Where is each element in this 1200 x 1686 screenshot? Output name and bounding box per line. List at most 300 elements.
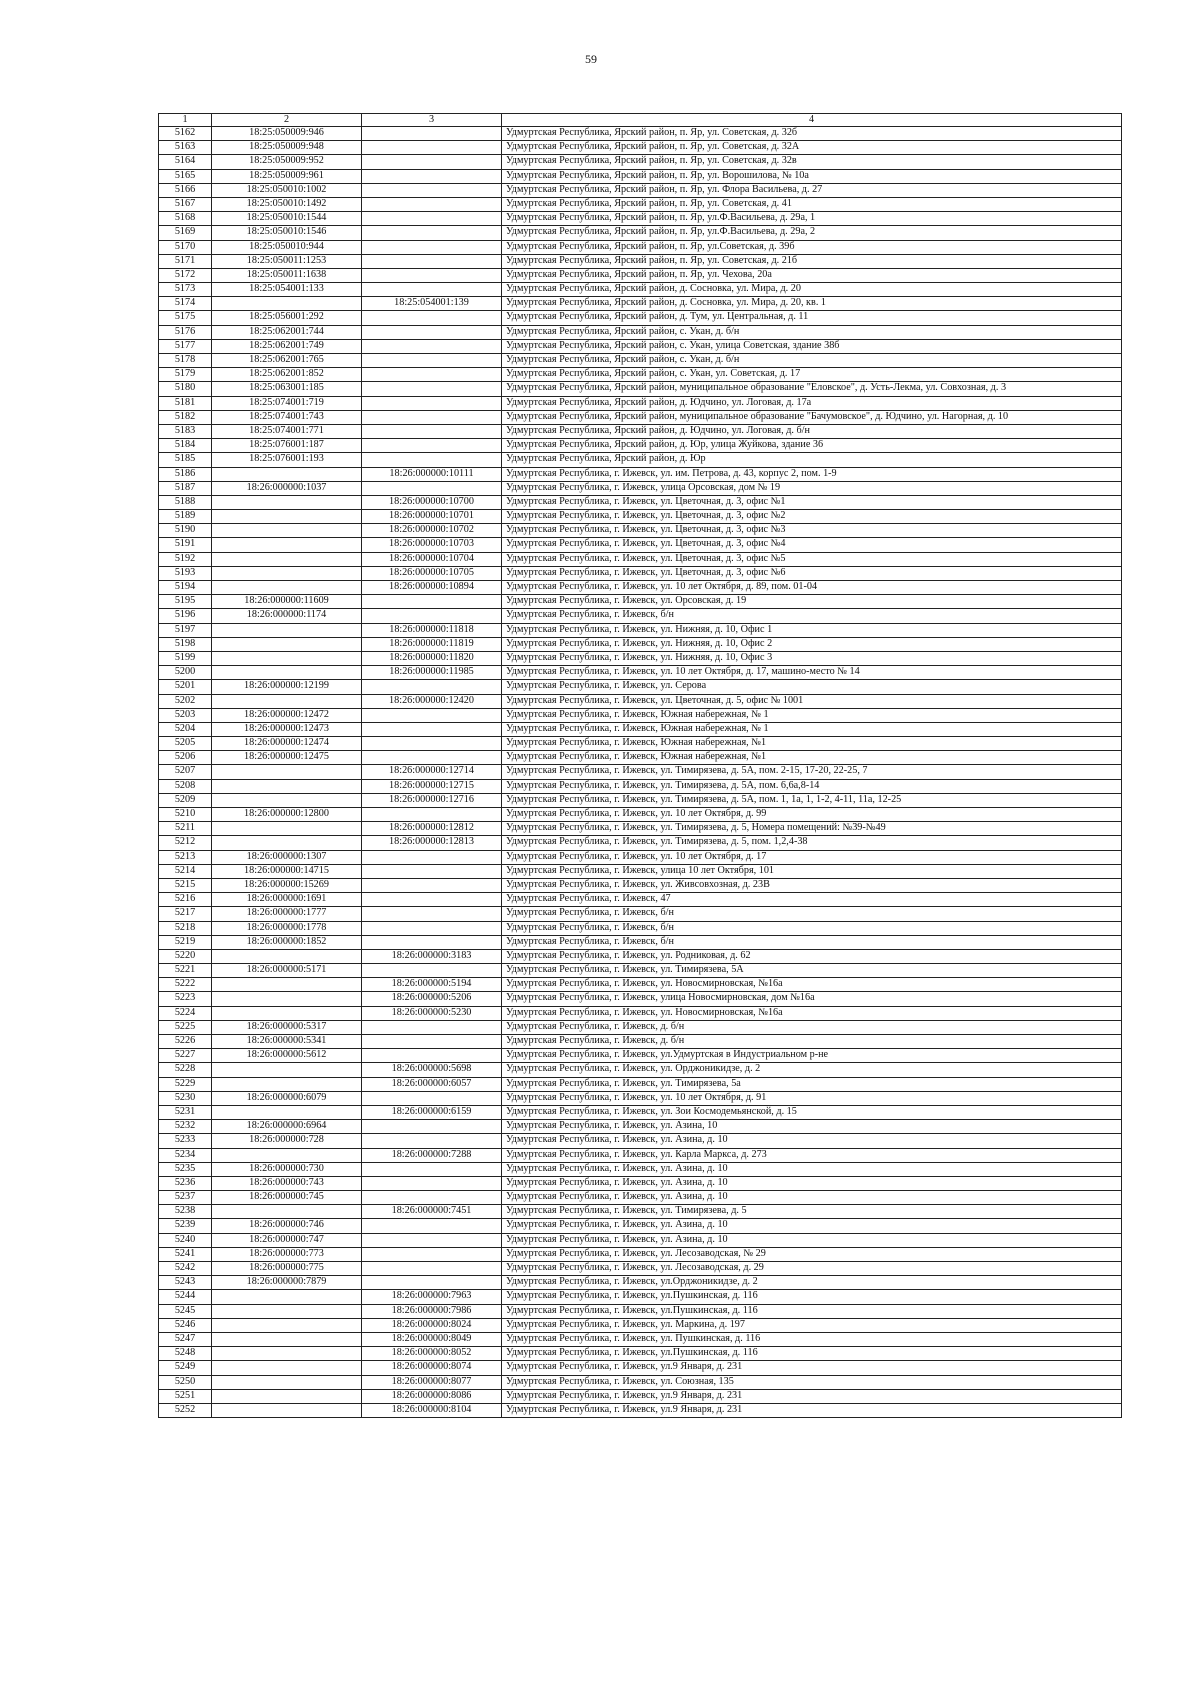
cadastral-number-premises-cell: 18:26:000000:8024 (362, 1318, 502, 1332)
address-cell: Удмуртская Республика, г. Ижевск, ул. 10 лет Октября, д. 99 (502, 808, 1122, 822)
cadastral-number-land-cell: 18:26:000000:12474 (212, 737, 362, 751)
address-cell: Удмуртская Республика, г. Ижевск, ул. Цветочная, д. 3, офис №4 (502, 538, 1122, 552)
table-row (159, 765, 1122, 779)
cadastral-number-premises-cell: 18:26:000000:11819 (362, 637, 502, 651)
address-cell: Удмуртская Республика, Ярский район, с. Укан, ул. Советская, д. 17 (502, 368, 1122, 382)
cadastral-number-premises-cell (362, 197, 502, 211)
cadastral-number-premises-cell (362, 850, 502, 864)
cadastral-number-land-cell: 18:26:000000:6964 (212, 1120, 362, 1134)
header-row (159, 114, 1122, 127)
address-cell: Удмуртская Республика, г. Ижевск, ул. Нижняя, д. 10, Офис 2 (502, 637, 1122, 651)
table-row (159, 183, 1122, 197)
cadastral-number-land-cell (212, 524, 362, 538)
row-number-cell: 5204 (159, 722, 212, 736)
table-row (159, 1262, 1122, 1276)
address-cell: Удмуртская Республика, г. Ижевск, ул. Цветочная, д. 3, офис №3 (502, 524, 1122, 538)
cadastral-number-land-cell: 18:25:054001:133 (212, 283, 362, 297)
address-cell: Удмуртская Республика, г. Ижевск, ул. Тимирязева, д. 5А, пом. 6,6а,8-14 (502, 779, 1122, 793)
address-cell: Удмуртская Республика, Ярский район, с. Укан, д. б/н (502, 354, 1122, 368)
address-cell: Удмуртская Республика, г. Ижевск, ул. Цветочная, д. 3, офис №2 (502, 510, 1122, 524)
row-number-cell: 5163 (159, 141, 212, 155)
cadastral-number-premises-cell (362, 1247, 502, 1261)
row-number-cell: 5166 (159, 183, 212, 197)
cadastral-number-land-cell: 18:25:074001:719 (212, 396, 362, 410)
address-cell: Удмуртская Республика, г. Ижевск, б/н (502, 935, 1122, 949)
cadastral-number-land-cell (212, 538, 362, 552)
address-cell: Удмуртская Республика, г. Ижевск, ул. Тимирязева, д. 5, пом. 1,2,4-38 (502, 836, 1122, 850)
address-cell: Удмуртская Республика, г. Ижевск, улица Новосмирновская, дом №16а (502, 992, 1122, 1006)
address-cell: Удмуртская Республика, Ярский район, п. Яр, ул. Ворошилова, № 10а (502, 169, 1122, 183)
cadastral-number-land-cell (212, 793, 362, 807)
address-cell: Удмуртская Республика, г. Ижевск, ул.9 Января, д. 231 (502, 1389, 1122, 1403)
cadastral-number-land-cell: 18:26:000000:1174 (212, 609, 362, 623)
cadastral-number-land-cell: 18:25:056001:292 (212, 311, 362, 325)
row-number-cell: 5236 (159, 1176, 212, 1190)
table-row (159, 651, 1122, 665)
table-row (159, 737, 1122, 751)
row-number-cell: 5229 (159, 1077, 212, 1091)
cadastral-number-premises-cell (362, 155, 502, 169)
table-row (159, 1347, 1122, 1361)
address-cell: Удмуртская Республика, Ярский район, п. Яр, ул.Ф.Васильева, д. 29а, 1 (502, 212, 1122, 226)
table-row (159, 595, 1122, 609)
row-number-cell: 5214 (159, 864, 212, 878)
address-cell: Удмуртская Республика, г. Ижевск, ул. Азина, д. 10 (502, 1134, 1122, 1148)
address-cell: Удмуртская Республика, г. Ижевск, ул.Удмуртская в Индустриальном р-не (502, 1049, 1122, 1063)
row-number-cell: 5171 (159, 254, 212, 268)
table-row (159, 552, 1122, 566)
row-number-cell: 5249 (159, 1361, 212, 1375)
table-row (159, 992, 1122, 1006)
cadastral-number-land-cell: 18:25:050010:944 (212, 240, 362, 254)
cadastral-number-land-cell (212, 1148, 362, 1162)
cadastral-number-premises-cell (362, 1262, 502, 1276)
address-cell: Удмуртская Республика, г. Ижевск, ул. Родниковая, д. 62 (502, 949, 1122, 963)
row-number-cell: 5173 (159, 283, 212, 297)
cadastral-number-land-cell: 18:26:000000:12473 (212, 722, 362, 736)
row-number-cell: 5241 (159, 1247, 212, 1261)
address-cell: Удмуртская Республика, г. Ижевск, ул. Тимирязева, д. 5, Номера помещений: №39-№49 (502, 822, 1122, 836)
row-number-cell: 5227 (159, 1049, 212, 1063)
row-number-cell: 5194 (159, 581, 212, 595)
table-row (159, 836, 1122, 850)
cadastral-number-land-cell (212, 552, 362, 566)
cadastral-number-land-cell: 18:25:050009:948 (212, 141, 362, 155)
table-row (159, 850, 1122, 864)
cadastral-number-premises-cell (362, 339, 502, 353)
address-cell: Удмуртская Республика, Ярский район, с. Укан, д. б/н (502, 325, 1122, 339)
cadastral-number-premises-cell: 18:26:000000:7986 (362, 1304, 502, 1318)
row-number-cell: 5238 (159, 1205, 212, 1219)
row-number-cell: 5187 (159, 481, 212, 495)
row-number-cell: 5235 (159, 1162, 212, 1176)
address-cell: Удмуртская Республика, Ярский район, муниципальное образование "Еловское", д. Усть-Лекма, ул. Совхозная, д. 3 (502, 382, 1122, 396)
cadastral-number-land-cell: 18:26:000000:1691 (212, 893, 362, 907)
address-cell: Удмуртская Республика, г. Ижевск, ул. 10 лет Октября, д. 17 (502, 850, 1122, 864)
table-row (159, 694, 1122, 708)
table-row (159, 268, 1122, 282)
row-number-cell: 5222 (159, 978, 212, 992)
address-cell: Удмуртская Республика, Ярский район, муниципальное образование "Бачумовское", д. Юдчино, ул. Нагорная, д. 10 (502, 410, 1122, 424)
cadastral-number-premises-cell (362, 1176, 502, 1190)
cadastral-number-premises-cell: 18:26:000000:12716 (362, 793, 502, 807)
table-row (159, 978, 1122, 992)
cadastral-number-land-cell: 18:25:063001:185 (212, 382, 362, 396)
row-number-cell: 5165 (159, 169, 212, 183)
row-number-cell: 5205 (159, 737, 212, 751)
address-cell: Удмуртская Республика, г. Ижевск, ул.9 Января, д. 231 (502, 1403, 1122, 1417)
table-row (159, 1290, 1122, 1304)
address-cell: Удмуртская Республика, г. Ижевск, Южная набережная, № 1 (502, 708, 1122, 722)
table-row (159, 822, 1122, 836)
cadastral-number-land-cell (212, 297, 362, 311)
row-number-cell: 5246 (159, 1318, 212, 1332)
row-number-cell: 5174 (159, 297, 212, 311)
cadastral-number-premises-cell: 18:26:000000:10894 (362, 581, 502, 595)
address-cell: Удмуртская Республика, г. Ижевск, ул. 10 лет Октября, д. 17, машино-место № 14 (502, 666, 1122, 680)
row-number-cell: 5216 (159, 893, 212, 907)
row-number-cell: 5162 (159, 127, 212, 141)
row-number-cell: 5225 (159, 1020, 212, 1034)
cadastral-number-premises-cell (362, 481, 502, 495)
table-row (159, 297, 1122, 311)
address-cell: Удмуртская Республика, г. Ижевск, ул. Новосмирновская, №16а (502, 1006, 1122, 1020)
cadastral-number-premises-cell: 18:26:000000:5206 (362, 992, 502, 1006)
row-number-cell: 5178 (159, 354, 212, 368)
cadastral-number-premises-cell (362, 1035, 502, 1049)
address-cell: Удмуртская Республика, Ярский район, д. Юр (502, 453, 1122, 467)
table-row (159, 949, 1122, 963)
address-cell: Удмуртская Республика, г. Ижевск, ул. 10 лет Октября, д. 91 (502, 1091, 1122, 1105)
cadastral-number-land-cell (212, 1375, 362, 1389)
cadastral-number-land-cell (212, 1105, 362, 1119)
table-row (159, 212, 1122, 226)
cadastral-number-premises-cell (362, 1191, 502, 1205)
row-number-cell: 5195 (159, 595, 212, 609)
table-row (159, 1403, 1122, 1417)
cadastral-number-land-cell: 18:26:000000:743 (212, 1176, 362, 1190)
cadastral-number-premises-cell: 18:26:000000:5698 (362, 1063, 502, 1077)
cadastral-number-premises-cell: 18:26:000000:11985 (362, 666, 502, 680)
row-number-cell: 5199 (159, 651, 212, 665)
address-cell: Удмуртская Республика, г. Ижевск, ул. Тимирязева, 5А (502, 964, 1122, 978)
cadastral-number-premises-cell: 18:26:000000:12812 (362, 822, 502, 836)
row-number-cell: 5244 (159, 1290, 212, 1304)
cadastral-number-land-cell (212, 822, 362, 836)
cadastral-number-premises-cell (362, 368, 502, 382)
cadastral-number-land-cell (212, 949, 362, 963)
row-number-cell: 5223 (159, 992, 212, 1006)
cadastral-number-land-cell (212, 666, 362, 680)
row-number-cell: 5193 (159, 566, 212, 580)
cadastral-number-land-cell: 18:26:000000:773 (212, 1247, 362, 1261)
table-row (159, 311, 1122, 325)
cadastral-number-land-cell: 18:25:062001:749 (212, 339, 362, 353)
table-row (159, 1077, 1122, 1091)
address-cell: Удмуртская Республика, Ярский район, п. Яр, ул.Советская, д. 39б (502, 240, 1122, 254)
cadastral-number-land-cell (212, 765, 362, 779)
table-row (159, 609, 1122, 623)
cadastral-number-land-cell (212, 1389, 362, 1403)
cadastral-number-premises-cell (362, 325, 502, 339)
cadastral-number-land-cell: 18:26:000000:745 (212, 1191, 362, 1205)
row-number-cell: 5206 (159, 751, 212, 765)
row-number-cell: 5201 (159, 680, 212, 694)
row-number-cell: 5207 (159, 765, 212, 779)
address-cell: Удмуртская Республика, Ярский район, п. Яр, ул.Ф.Васильева, д. 29а, 2 (502, 226, 1122, 240)
address-cell: Удмуртская Республика, г. Ижевск, ул. Пушкинская, д. 116 (502, 1332, 1122, 1346)
table-row (159, 1233, 1122, 1247)
address-cell: Удмуртская Республика, г. Ижевск, ул. Новосмирновская, №16а (502, 978, 1122, 992)
cadastral-number-land-cell: 18:26:000000:728 (212, 1134, 362, 1148)
table-row (159, 1091, 1122, 1105)
row-number-cell: 5169 (159, 226, 212, 240)
cadastral-number-premises-cell (362, 212, 502, 226)
table-row (159, 1176, 1122, 1190)
cadastral-number-premises-cell: 18:26:000000:10701 (362, 510, 502, 524)
table-row (159, 197, 1122, 211)
address-cell: Удмуртская Республика, г. Ижевск, б/н (502, 921, 1122, 935)
address-cell: Удмуртская Республика, г. Ижевск, ул. Цветочная, д. 3, офис №5 (502, 552, 1122, 566)
cadastral-number-land-cell: 18:26:000000:1037 (212, 481, 362, 495)
table-row (159, 1148, 1122, 1162)
cadastral-number-land-cell: 18:25:074001:771 (212, 424, 362, 438)
table-row (159, 283, 1122, 297)
row-number-cell: 5243 (159, 1276, 212, 1290)
cadastral-number-land-cell (212, 1290, 362, 1304)
row-number-cell: 5231 (159, 1105, 212, 1119)
cadastral-number-premises-cell (362, 169, 502, 183)
address-cell: Удмуртская Республика, Ярский район, с. Укан, улица Советская, здание 38б (502, 339, 1122, 353)
cadastral-number-premises-cell (362, 609, 502, 623)
table-row (159, 354, 1122, 368)
cadastral-number-premises-cell: 18:26:000000:8077 (362, 1375, 502, 1389)
cadastral-number-land-cell: 18:26:000000:1777 (212, 907, 362, 921)
row-number-cell: 5170 (159, 240, 212, 254)
cadastral-number-land-cell (212, 992, 362, 1006)
cadastral-number-premises-cell: 18:26:000000:11818 (362, 623, 502, 637)
cadastral-number-land-cell (212, 779, 362, 793)
table-row (159, 708, 1122, 722)
cadastral-number-premises-cell: 18:26:000000:10700 (362, 495, 502, 509)
row-number-cell: 5232 (159, 1120, 212, 1134)
table-row (159, 410, 1122, 424)
cadastral-number-premises-cell (362, 240, 502, 254)
table-row (159, 339, 1122, 353)
cadastral-number-premises-cell (362, 864, 502, 878)
address-cell: Удмуртская Республика, г. Ижевск, ул. Живсовхозная, д. 23В (502, 878, 1122, 892)
address-cell: Удмуртская Республика, г. Ижевск, ул.Пушкинская, д. 116 (502, 1347, 1122, 1361)
table-row (159, 1205, 1122, 1219)
table-row (159, 382, 1122, 396)
cadastral-number-premises-cell: 18:26:000000:11820 (362, 651, 502, 665)
row-number-cell: 5219 (159, 935, 212, 949)
row-number-cell: 5198 (159, 637, 212, 651)
table-row (159, 907, 1122, 921)
address-cell: Удмуртская Республика, Ярский район, п. Яр, ул. Советская, д. 32в (502, 155, 1122, 169)
table-row (159, 878, 1122, 892)
cadastral-number-land-cell: 18:25:050010:1002 (212, 183, 362, 197)
address-cell: Удмуртская Республика, Ярский район, п. Яр, ул. Советская, д. 41 (502, 197, 1122, 211)
row-number-cell: 5172 (159, 268, 212, 282)
table-row (159, 623, 1122, 637)
row-number-cell: 5212 (159, 836, 212, 850)
cadastral-number-land-cell (212, 694, 362, 708)
address-cell: Удмуртская Республика, г. Ижевск, д. б/н (502, 1020, 1122, 1034)
cadastral-number-land-cell (212, 495, 362, 509)
cadastral-number-premises-cell (362, 1049, 502, 1063)
row-number-cell: 5176 (159, 325, 212, 339)
cadastral-number-land-cell (212, 1006, 362, 1020)
table-row (159, 751, 1122, 765)
row-number-cell: 5237 (159, 1191, 212, 1205)
table-row (159, 254, 1122, 268)
table-row (159, 1247, 1122, 1261)
cadastral-number-premises-cell (362, 283, 502, 297)
table-row (159, 424, 1122, 438)
cadastral-number-premises-cell: 18:26:000000:8052 (362, 1347, 502, 1361)
cadastral-number-premises-cell (362, 1233, 502, 1247)
row-number-cell: 5251 (159, 1389, 212, 1403)
cadastral-number-premises-cell (362, 878, 502, 892)
table-row (159, 1332, 1122, 1346)
address-cell: Удмуртская Республика, г. Ижевск, б/н (502, 609, 1122, 623)
row-number-cell: 5250 (159, 1375, 212, 1389)
cadastral-number-premises-cell (362, 439, 502, 453)
row-number-cell: 5197 (159, 623, 212, 637)
cadastral-number-premises-cell (362, 1120, 502, 1134)
table-row (159, 1276, 1122, 1290)
row-number-cell: 5234 (159, 1148, 212, 1162)
table-row (159, 1318, 1122, 1332)
table-row (159, 1162, 1122, 1176)
address-cell: Удмуртская Республика, Ярский район, д. Юр, улица Жуйкова, здание 36 (502, 439, 1122, 453)
cadastral-number-premises-cell: 18:26:000000:12714 (362, 765, 502, 779)
address-cell: Удмуртская Республика, г. Ижевск, ул. Лесозаводская, д. 29 (502, 1262, 1122, 1276)
cadastral-number-premises-cell: 18:26:000000:5194 (362, 978, 502, 992)
table-row (159, 538, 1122, 552)
row-number-cell: 5242 (159, 1262, 212, 1276)
address-cell: Удмуртская Республика, г. Ижевск, 47 (502, 893, 1122, 907)
row-number-cell: 5233 (159, 1134, 212, 1148)
address-cell: Удмуртская Республика, г. Ижевск, ул. Тимирязева, д. 5 (502, 1205, 1122, 1219)
table-row (159, 793, 1122, 807)
row-number-cell: 5177 (159, 339, 212, 353)
row-number-cell: 5182 (159, 410, 212, 424)
row-number-cell: 5188 (159, 495, 212, 509)
cadastral-number-premises-cell: 18:26:000000:8049 (362, 1332, 502, 1346)
cadastral-number-premises-cell (362, 1219, 502, 1233)
column-header: 2 (212, 114, 362, 127)
address-cell: Удмуртская Республика, г. Ижевск, ул. Зои Космодемьянской, д. 15 (502, 1105, 1122, 1119)
cadastral-number-land-cell: 18:25:062001:765 (212, 354, 362, 368)
address-cell: Удмуртская Республика, г. Ижевск, д. б/н (502, 1035, 1122, 1049)
cadastral-number-premises-cell: 18:26:000000:10703 (362, 538, 502, 552)
cadastral-number-premises-cell (362, 1162, 502, 1176)
cadastral-number-land-cell (212, 1077, 362, 1091)
cadastral-number-premises-cell (362, 396, 502, 410)
address-cell: Удмуртская Республика, Ярский район, д. Тум, ул. Центральная, д. 11 (502, 311, 1122, 325)
row-number-cell: 5202 (159, 694, 212, 708)
cadastral-number-land-cell: 18:26:000000:747 (212, 1233, 362, 1247)
row-number-cell: 5217 (159, 907, 212, 921)
table-row (159, 1219, 1122, 1233)
cadastral-number-land-cell: 18:26:000000:12472 (212, 708, 362, 722)
address-cell: Удмуртская Республика, Ярский район, п. Яр, ул. Флора Васильева, д. 27 (502, 183, 1122, 197)
cadastral-number-premises-cell (362, 737, 502, 751)
row-number-cell: 5209 (159, 793, 212, 807)
cadastral-number-land-cell: 18:26:000000:14715 (212, 864, 362, 878)
cadastral-number-premises-cell: 18:26:000000:8086 (362, 1389, 502, 1403)
row-number-cell: 5247 (159, 1332, 212, 1346)
table-row (159, 396, 1122, 410)
cadastral-number-land-cell: 18:26:000000:11609 (212, 595, 362, 609)
address-cell: Удмуртская Республика, Ярский район, д. Сосновка, ул. Мира, д. 20, кв. 1 (502, 297, 1122, 311)
cadastral-number-premises-cell (362, 680, 502, 694)
address-cell: Удмуртская Республика, г. Ижевск, ул. Азина, д. 10 (502, 1233, 1122, 1247)
cadastral-number-land-cell: 18:25:062001:852 (212, 368, 362, 382)
cadastral-number-premises-cell (362, 183, 502, 197)
table-row (159, 666, 1122, 680)
cadastral-number-land-cell: 18:25:074001:743 (212, 410, 362, 424)
cadastral-number-land-cell (212, 1205, 362, 1219)
table-row (159, 680, 1122, 694)
cadastral-number-premises-cell: 18:25:054001:139 (362, 297, 502, 311)
row-number-cell: 5179 (159, 368, 212, 382)
cadastral-number-premises-cell: 18:26:000000:10111 (362, 467, 502, 481)
address-cell: Удмуртская Республика, г. Ижевск, ул. Лесозаводская, № 29 (502, 1247, 1122, 1261)
cadastral-number-premises-cell (362, 964, 502, 978)
cadastral-number-land-cell: 18:26:000000:746 (212, 1219, 362, 1233)
address-cell: Удмуртская Республика, г. Ижевск, ул.9 Января, д. 231 (502, 1361, 1122, 1375)
cadastral-number-premises-cell: 18:26:000000:7963 (362, 1290, 502, 1304)
cadastral-number-premises-cell: 18:26:000000:12715 (362, 779, 502, 793)
cadastral-number-land-cell: 18:25:050009:946 (212, 127, 362, 141)
address-cell: Удмуртская Республика, г. Ижевск, Южная набережная, № 1 (502, 722, 1122, 736)
cadastral-number-premises-cell: 18:26:000000:6159 (362, 1105, 502, 1119)
row-number-cell: 5239 (159, 1219, 212, 1233)
cadastral-number-land-cell: 18:26:000000:5171 (212, 964, 362, 978)
table-row (159, 127, 1122, 141)
table-row (159, 1361, 1122, 1375)
cadastral-number-land-cell (212, 1304, 362, 1318)
cadastral-number-premises-cell (362, 254, 502, 268)
cadastral-number-land-cell (212, 510, 362, 524)
row-number-cell: 5181 (159, 396, 212, 410)
row-number-cell: 5175 (159, 311, 212, 325)
cadastral-number-land-cell (212, 581, 362, 595)
address-cell: Удмуртская Республика, Ярский район, п. Яр, ул. Советская, д. 21б (502, 254, 1122, 268)
table-row (159, 893, 1122, 907)
table-row (159, 240, 1122, 254)
cadastral-number-premises-cell (362, 410, 502, 424)
table-row (159, 637, 1122, 651)
table-row (159, 1049, 1122, 1063)
cadastral-number-premises-cell (362, 354, 502, 368)
table-row (159, 439, 1122, 453)
cadastral-number-land-cell: 18:26:000000:1852 (212, 935, 362, 949)
address-cell: Удмуртская Республика, г. Ижевск, ул. Цветочная, д. 3, офис №1 (502, 495, 1122, 509)
column-header: 1 (159, 114, 212, 127)
row-number-cell: 5213 (159, 850, 212, 864)
row-number-cell: 5185 (159, 453, 212, 467)
row-number-cell: 5196 (159, 609, 212, 623)
address-cell: Удмуртская Республика, Ярский район, д. Юдчино, ул. Логовая, д. б/н (502, 424, 1122, 438)
row-number-cell: 5210 (159, 808, 212, 822)
row-number-cell: 5192 (159, 552, 212, 566)
cadastral-number-premises-cell: 18:26:000000:7451 (362, 1205, 502, 1219)
cadastral-number-land-cell: 18:25:050011:1253 (212, 254, 362, 268)
